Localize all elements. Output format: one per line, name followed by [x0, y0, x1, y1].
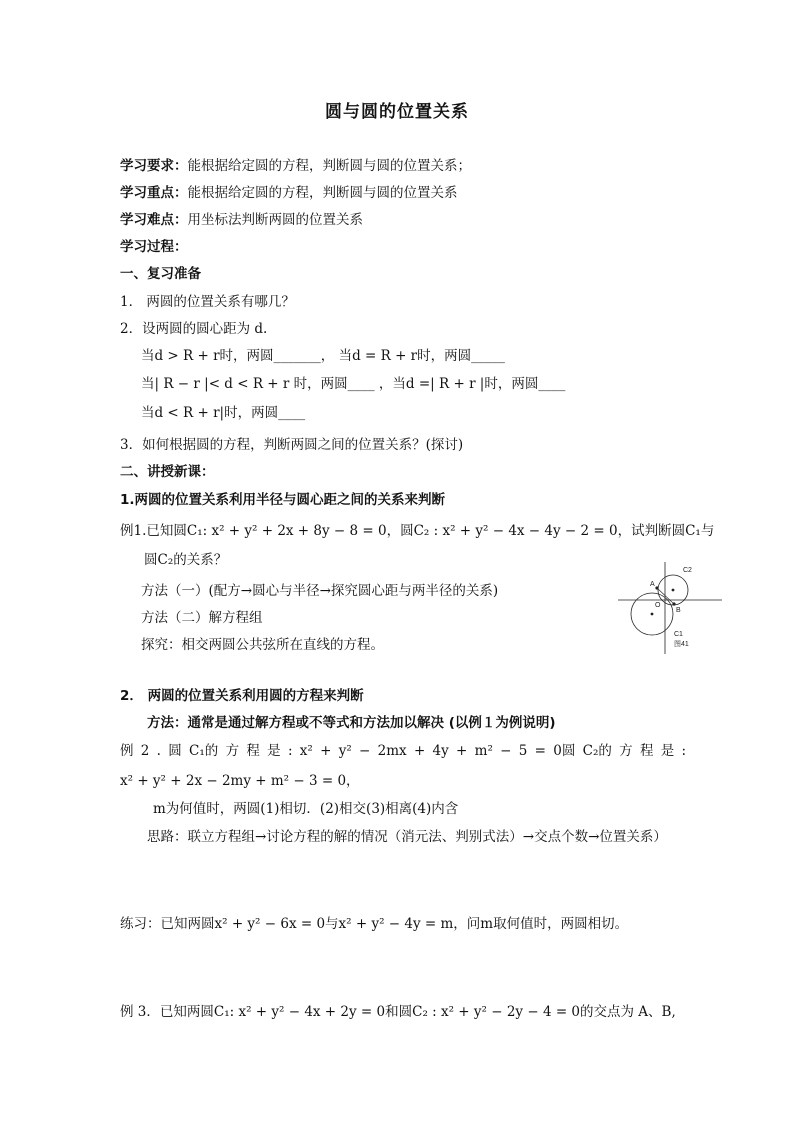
process-label: 学习过程：: [120, 239, 188, 255]
label-a: A: [650, 581, 655, 588]
requirements-line: [120, 157, 471, 175]
page-title: 圆与圆的位置关系: [325, 102, 469, 122]
case-3: 当d < R + r|时，两圆____: [141, 405, 306, 421]
key-points-text: 能根据给定圆的方程，判断圆与圆的位置关系: [187, 185, 458, 201]
difficulties-label: 学习难点：: [120, 212, 188, 228]
example-2-line-1: 例 2 . 圆 C₁的 方 程 是 : x² + y² − 2mx + 4y + m² − 5 = 0圆 C₂的 方 程 是 :: [120, 743, 687, 759]
method-2: 方法（二）解方程组: [141, 610, 263, 626]
point-b: [672, 602, 675, 605]
question-2: 2．设两圆的圆心距为 d.: [120, 321, 268, 337]
subsection-1-heading: 1.两圆的位置关系利用半径与圆心距之间的关系来判断: [120, 492, 446, 508]
key-points-label: 学习重点：: [120, 185, 188, 201]
requirements-text: 能根据给定圆的方程，判断圆与圆的位置关系；: [187, 158, 471, 174]
label-c1: C1: [674, 631, 683, 638]
example-1-line-2: 圆C₂的关系？: [144, 552, 228, 568]
method-1: 方法（一）(配方→圆心与半径→探究圆心距与两半径的关系): [141, 583, 499, 599]
key-points-line: [120, 184, 458, 202]
explore-text: 探究：相交两圆公共弦所在直线的方程。: [141, 637, 384, 653]
example-2-thinking: 思路：联立方程组→讨论方程的解的情况（消元法、判别式法）→交点个数→位置关系）: [147, 829, 667, 845]
example-2-line-2: x² + y² + 2x − 2my + m² − 3 = 0，: [120, 773, 360, 789]
two-circles-figure: [618, 562, 722, 654]
center-c2: [672, 589, 675, 592]
example-3: 例 3．已知两圆C₁: x² + y² − 4x + 2y = 0和圆C₂ : x² + y² − 2y − 4 = 0的交点为 A、B,: [120, 1004, 676, 1020]
example-1-line-1: 例1.已知圆C₁: x² + y² + 2x + 8y − 8 = 0，圆C₂ : x² + y² − 4x − 4y − 2 = 0，试判断圆C₁与: [120, 523, 715, 539]
question-3: 3．如何根据圆的方程，判断两圆之间的位置关系？(探讨): [120, 437, 464, 453]
section2-heading: 二、讲授新课：: [120, 464, 215, 480]
question-1: 1． 两圆的位置关系有哪几？: [120, 294, 295, 310]
center-c1: [651, 613, 654, 616]
label-b: B: [676, 607, 681, 614]
section1-heading: 一、复习准备: [120, 266, 201, 282]
subsection-2-heading: 2． 两圆的位置关系利用圆的方程来判断: [120, 688, 364, 704]
label-o: O: [655, 602, 661, 609]
requirements-label: 学习要求：: [120, 158, 188, 174]
label-c2: C2: [683, 567, 692, 574]
general-method: 方法：通常是通过解方程或不等式和方法加以解决 (以例１为例说明): [147, 715, 556, 731]
practice-problem: 练习：已知两圆x² + y² − 6x = 0与x² + y² − 4y = m，问m取何值时，两圆相切。: [120, 916, 629, 932]
point-a: [655, 586, 658, 589]
difficulties-text: 用坐标法判断两圆的位置关系: [187, 212, 363, 228]
difficulties-line: [120, 211, 363, 229]
case-2: 当| R − r |< d < R + r 时，两圆____ ，当d =| R + r |时，两圆____: [141, 376, 566, 392]
figure-caption: 图41: [674, 641, 689, 648]
case-1: 当d > R + r时，两圆_______， 当d = R + r时，两圆_____: [141, 348, 505, 364]
example-2-line-3: m为何值时，两圆(1)相切．(2)相交(3)相离(4)内含: [153, 801, 459, 817]
